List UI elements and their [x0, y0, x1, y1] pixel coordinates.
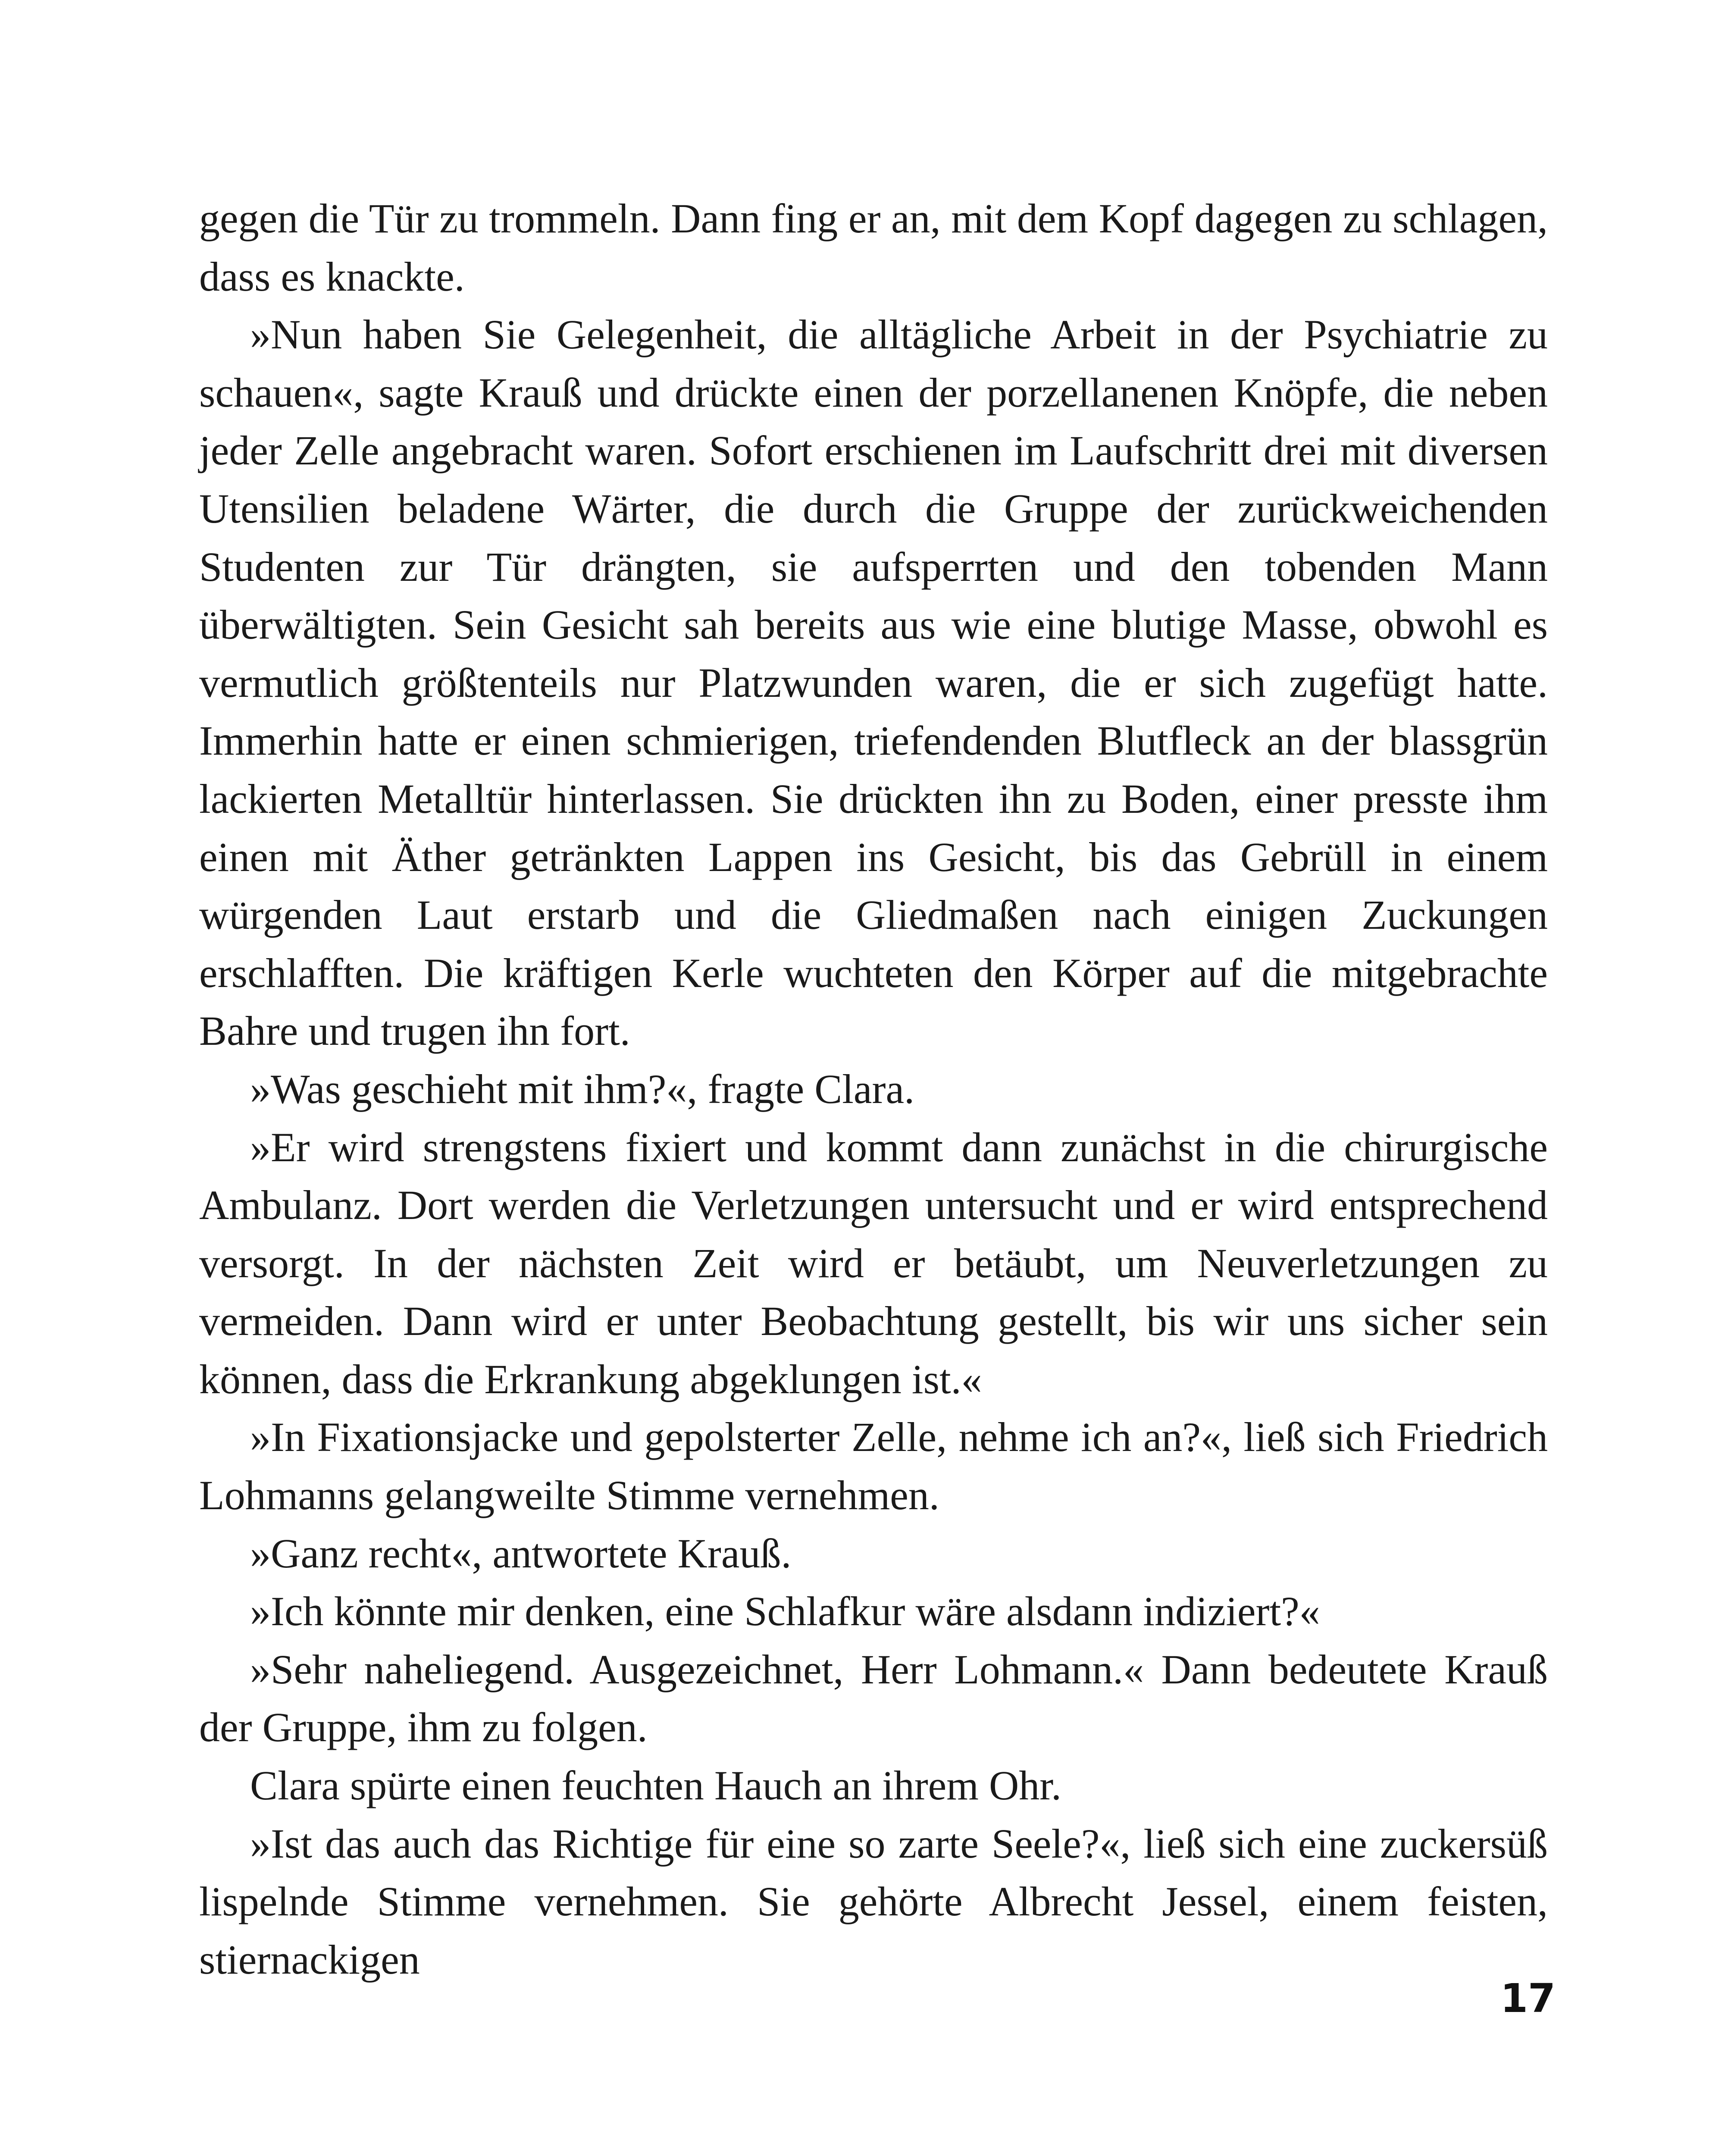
paragraph: »Ist das auch das Richtige für eine so zarte Seele?«, ließ sich eine zuckersüß lispelnde Stimme vernehmen. Sie gehörte Albrecht Jessel, einem feisten, stiernackigen — [199, 1820, 1548, 1983]
paragraph: »Ich könnte mir denken, eine Schlafkur wäre alsdann indiziert?« — [250, 1588, 1320, 1635]
paragraph: »Er wird strengstens fixiert und kommt dann zunächst in die chirurgische Ambulanz. Dort werden die Verletzungen untersucht und er wird entsprechend versorgt. In der nächsten Zeit wird er betäubt, um Neuverletzungen zu vermeiden. Dann wird er unter Beobachtung gestellt, bis wir uns sicher sein können, dass die Erkrankung abgeklungen ist.« — [199, 1124, 1548, 1402]
body-text — [199, 190, 1548, 1989]
paragraph: »Was geschieht mit ihm?«, fragte Clara. — [250, 1065, 915, 1112]
paragraph: gegen die Tür zu trommeln. Dann fing er an, mit dem Kopf dagegen zu schlagen, dass es knackte. — [199, 195, 1548, 300]
paragraph: »Ganz recht«, antwortete Krauß. — [250, 1530, 792, 1576]
paragraph: »In Fixationsjacke und gepolsterter Zelle, nehme ich an?«, ließ sich Friedrich Lohmanns gelangweilte Stimme vernehmen. — [199, 1414, 1548, 1519]
paragraph: Clara spürte einen feuchten Hauch an ihrem Ohr. — [250, 1762, 1061, 1809]
paragraph: »Sehr naheliegend. Ausgezeichnet, Herr Lohmann.« Dann bedeutete Krauß der Gruppe, ihm zu folgen. — [199, 1646, 1548, 1751]
paragraph: »Nun haben Sie Gelegenheit, die alltägliche Arbeit in der Psychiatrie zu schauen«, sagte Krauß und drückte einen der porzellanenen Knöpfe, die neben jeder Zelle angebracht waren. Sofort erschienen im Laufschritt drei mit diversen Utensilien beladene Wärter, die durch die Gruppe der zurückweichenden Studenten zur Tür drängten, sie aufsperrten und den tobenden Mann überwältigten. Sein Gesicht sah bereits aus wie eine blutige Masse, obwohl es vermutlich größtenteils nur Platzwunden waren, die er sich zugefügt hatte. Immerhin hatte er einen schmierigen, triefendenden Blutfleck an der blassgrün lackierten Metalltür hinterlassen. Sie drückten ihn zu Boden, einer presste ihm einen mit Äther getränkten Lappen ins Gesicht, bis das Gebrüll in einem würgenden Laut erstarb und die Gliedmaßen nach einigen Zuckungen erschlafften. Die kräftigen Kerle wuchteten den Körper auf die mitgebrachte Bahre und trugen ihn fort. — [199, 311, 1548, 1054]
page-number: 17 — [1500, 1975, 1556, 2021]
